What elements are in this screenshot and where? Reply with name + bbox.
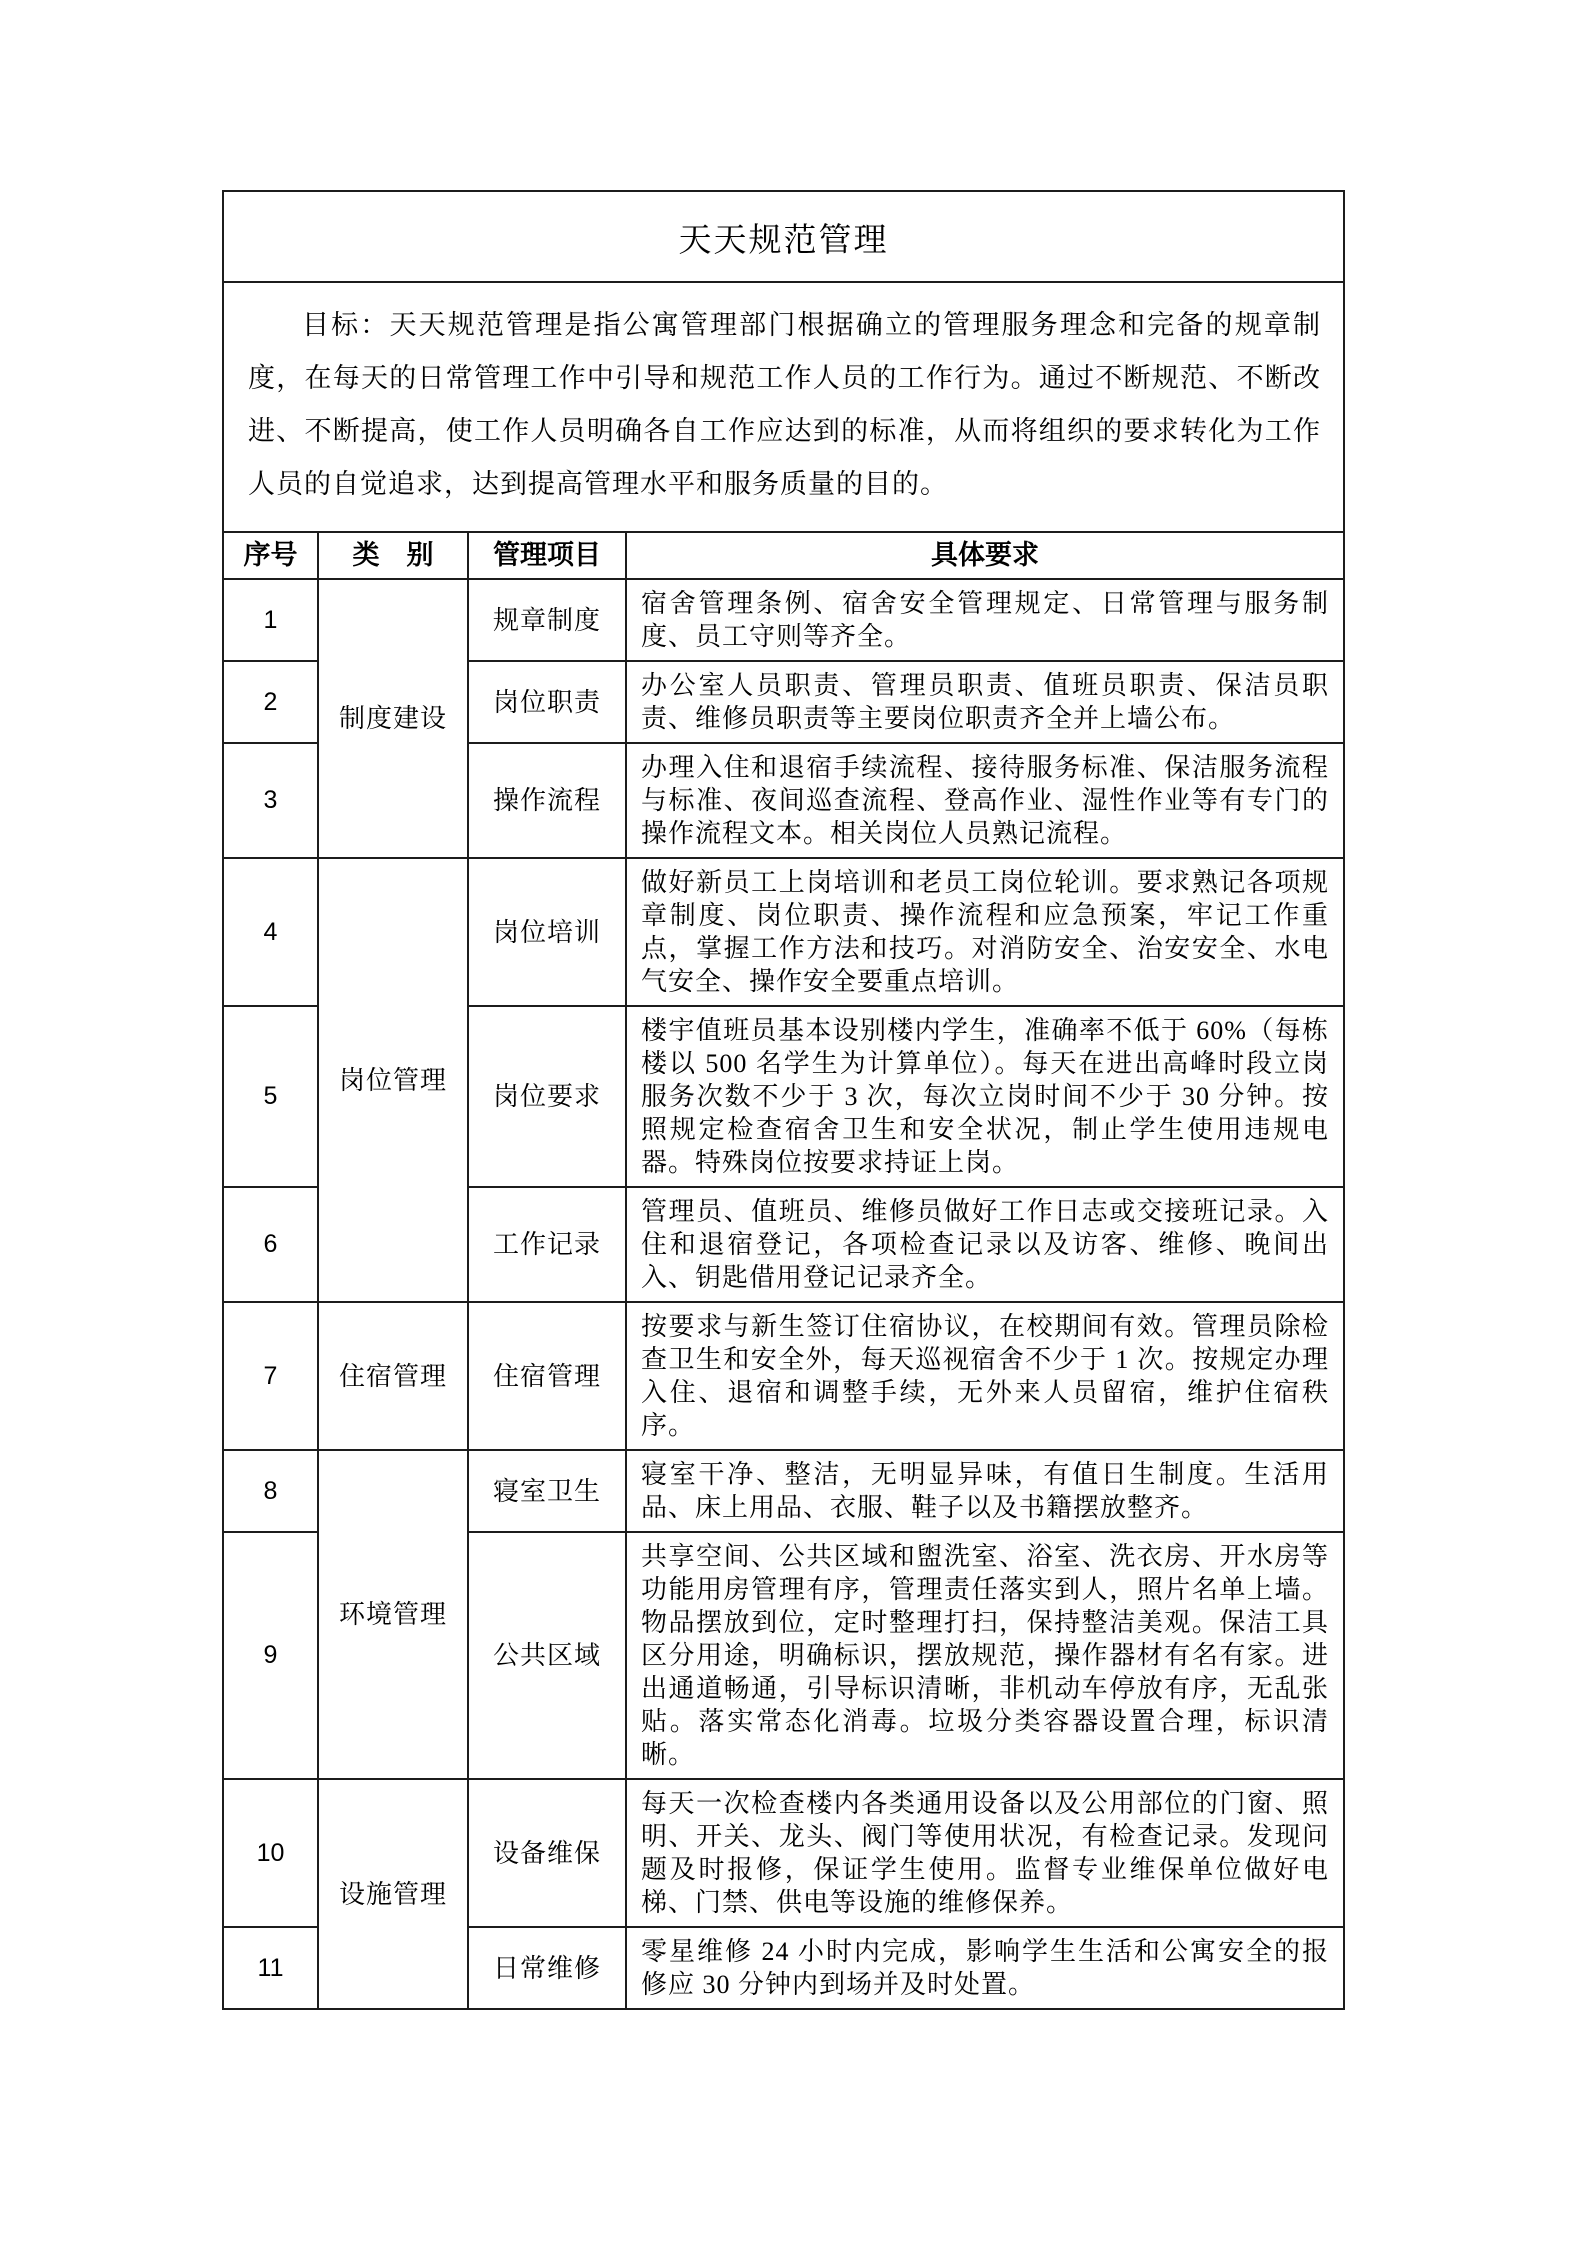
row-number: 11 (223, 1927, 318, 2009)
title-row (223, 191, 1344, 282)
item-cell: 操作流程 (468, 743, 626, 858)
intro-row (223, 282, 1344, 532)
col-header-item: 管理项目 (468, 532, 626, 579)
item-cell: 规章制度 (468, 579, 626, 661)
col-header-category: 类 别 (318, 532, 468, 579)
category-cell: 环境管理 (318, 1450, 468, 1779)
intro-paragraph: 目标：天天规范管理是指公寓管理部门根据确立的管理服务理念和完备的规章制度，在每天的日常管理工作中引导和规范工作人员的工作行为。通过不断规范、不断改进、不断提高，使工作人员明确各自工作应达到的标准，从而将组织的要求转化为工作人员的自觉追求，达到提高管理水平和服务质量的目的。 (248, 310, 1321, 499)
table-row (223, 1450, 1344, 1532)
requirement-cell: 做好新员工上岗培训和老员工岗位轮训。要求熟记各项规章制度、岗位职责、操作流程和应急预案，牢记工作重点，掌握工作方法和技巧。对消防安全、治安安全、水电气安全、操作安全要重点培训。 (626, 858, 1344, 1006)
row-number: 10 (223, 1779, 318, 1927)
col-header-no: 序号 (223, 532, 318, 579)
requirement-cell: 寝室干净、整洁，无明显异味，有值日生制度。生活用品、床上用品、衣服、鞋子以及书籍摆放整齐。 (626, 1450, 1344, 1532)
category-cell: 设施管理 (318, 1779, 468, 2009)
requirement-cell: 楼宇值班员基本设别楼内学生，准确率不低于 60%（每栋楼以 500 名学生为计算单位）。每天在进出高峰时段立岗服务次数不少于 3 次，每次立岗时间不少于 30 分钟。按照规定检查宿舍卫生和安全状况，制止学生使用违规电器。特殊岗位按要求持证上岗。 (626, 1006, 1344, 1187)
requirement-cell: 宿舍管理条例、宿舍安全管理规定、日常管理与服务制度、员工守则等齐全。 (626, 579, 1344, 661)
item-cell: 设备维保 (468, 1779, 626, 1927)
table-row (223, 579, 1344, 661)
table-row (223, 1779, 1344, 1927)
management-standard-table (222, 190, 1345, 2010)
row-number: 1 (223, 579, 318, 661)
requirement-cell: 办理入住和退宿手续流程、接待服务标准、保洁服务流程与标准、夜间巡查流程、登高作业、湿性作业等有专门的操作流程文本。相关岗位人员熟记流程。 (626, 743, 1344, 858)
category-cell: 岗位管理 (318, 858, 468, 1302)
item-cell: 岗位职责 (468, 661, 626, 743)
item-cell: 寝室卫生 (468, 1450, 626, 1532)
table-row (223, 858, 1344, 1006)
table-row (223, 1302, 1344, 1450)
page-title: 天天规范管理 (223, 191, 1344, 282)
row-number: 8 (223, 1450, 318, 1532)
row-number: 2 (223, 661, 318, 743)
table-header-row (223, 532, 1344, 579)
row-number: 4 (223, 858, 318, 1006)
row-number: 3 (223, 743, 318, 858)
requirement-cell: 零星维修 24 小时内完成，影响学生生活和公寓安全的报修应 30 分钟内到场并及时处置。 (626, 1927, 1344, 2009)
item-cell: 日常维修 (468, 1927, 626, 2009)
row-number: 6 (223, 1187, 318, 1302)
item-cell: 工作记录 (468, 1187, 626, 1302)
row-number: 9 (223, 1532, 318, 1779)
row-number: 5 (223, 1006, 318, 1187)
requirement-cell: 管理员、值班员、维修员做好工作日志或交接班记录。入住和退宿登记，各项检查记录以及访客、维修、晚间出入、钥匙借用登记记录齐全。 (626, 1187, 1344, 1302)
requirement-cell: 每天一次检查楼内各类通用设备以及公用部位的门窗、照明、开关、龙头、阀门等使用状况，有检查记录。发现问题及时报修，保证学生使用。监督专业维保单位做好电梯、门禁、供电等设施的维修保养。 (626, 1779, 1344, 1927)
row-number: 7 (223, 1302, 318, 1450)
item-cell: 公共区域 (468, 1532, 626, 1779)
intro-cell (223, 282, 1344, 532)
category-cell: 住宿管理 (318, 1302, 468, 1450)
item-cell: 岗位要求 (468, 1006, 626, 1187)
item-cell: 岗位培训 (468, 858, 626, 1006)
col-header-requirement: 具体要求 (626, 532, 1344, 579)
category-cell: 制度建设 (318, 579, 468, 858)
requirement-cell: 办公室人员职责、管理员职责、值班员职责、保洁员职责、维修员职责等主要岗位职责齐全并上墙公布。 (626, 661, 1344, 743)
item-cell: 住宿管理 (468, 1302, 626, 1450)
requirement-cell: 共享空间、公共区域和盥洗室、浴室、洗衣房、开水房等功能用房管理有序，管理责任落实到人，照片名单上墙。物品摆放到位，定时整理打扫，保持整洁美观。保洁工具区分用途，明确标识，摆放规范，操作器材有名有家。进出通道畅通，引导标识清晰，非机动车停放有序，无乱张贴。落实常态化消毒。垃圾分类容器设置合理，标识清晰。 (626, 1532, 1344, 1779)
requirement-cell: 按要求与新生签订住宿协议，在校期间有效。管理员除检查卫生和安全外，每天巡视宿舍不少于 1 次。按规定办理入住、退宿和调整手续，无外来人员留宿，维护住宿秩序。 (626, 1302, 1344, 1450)
